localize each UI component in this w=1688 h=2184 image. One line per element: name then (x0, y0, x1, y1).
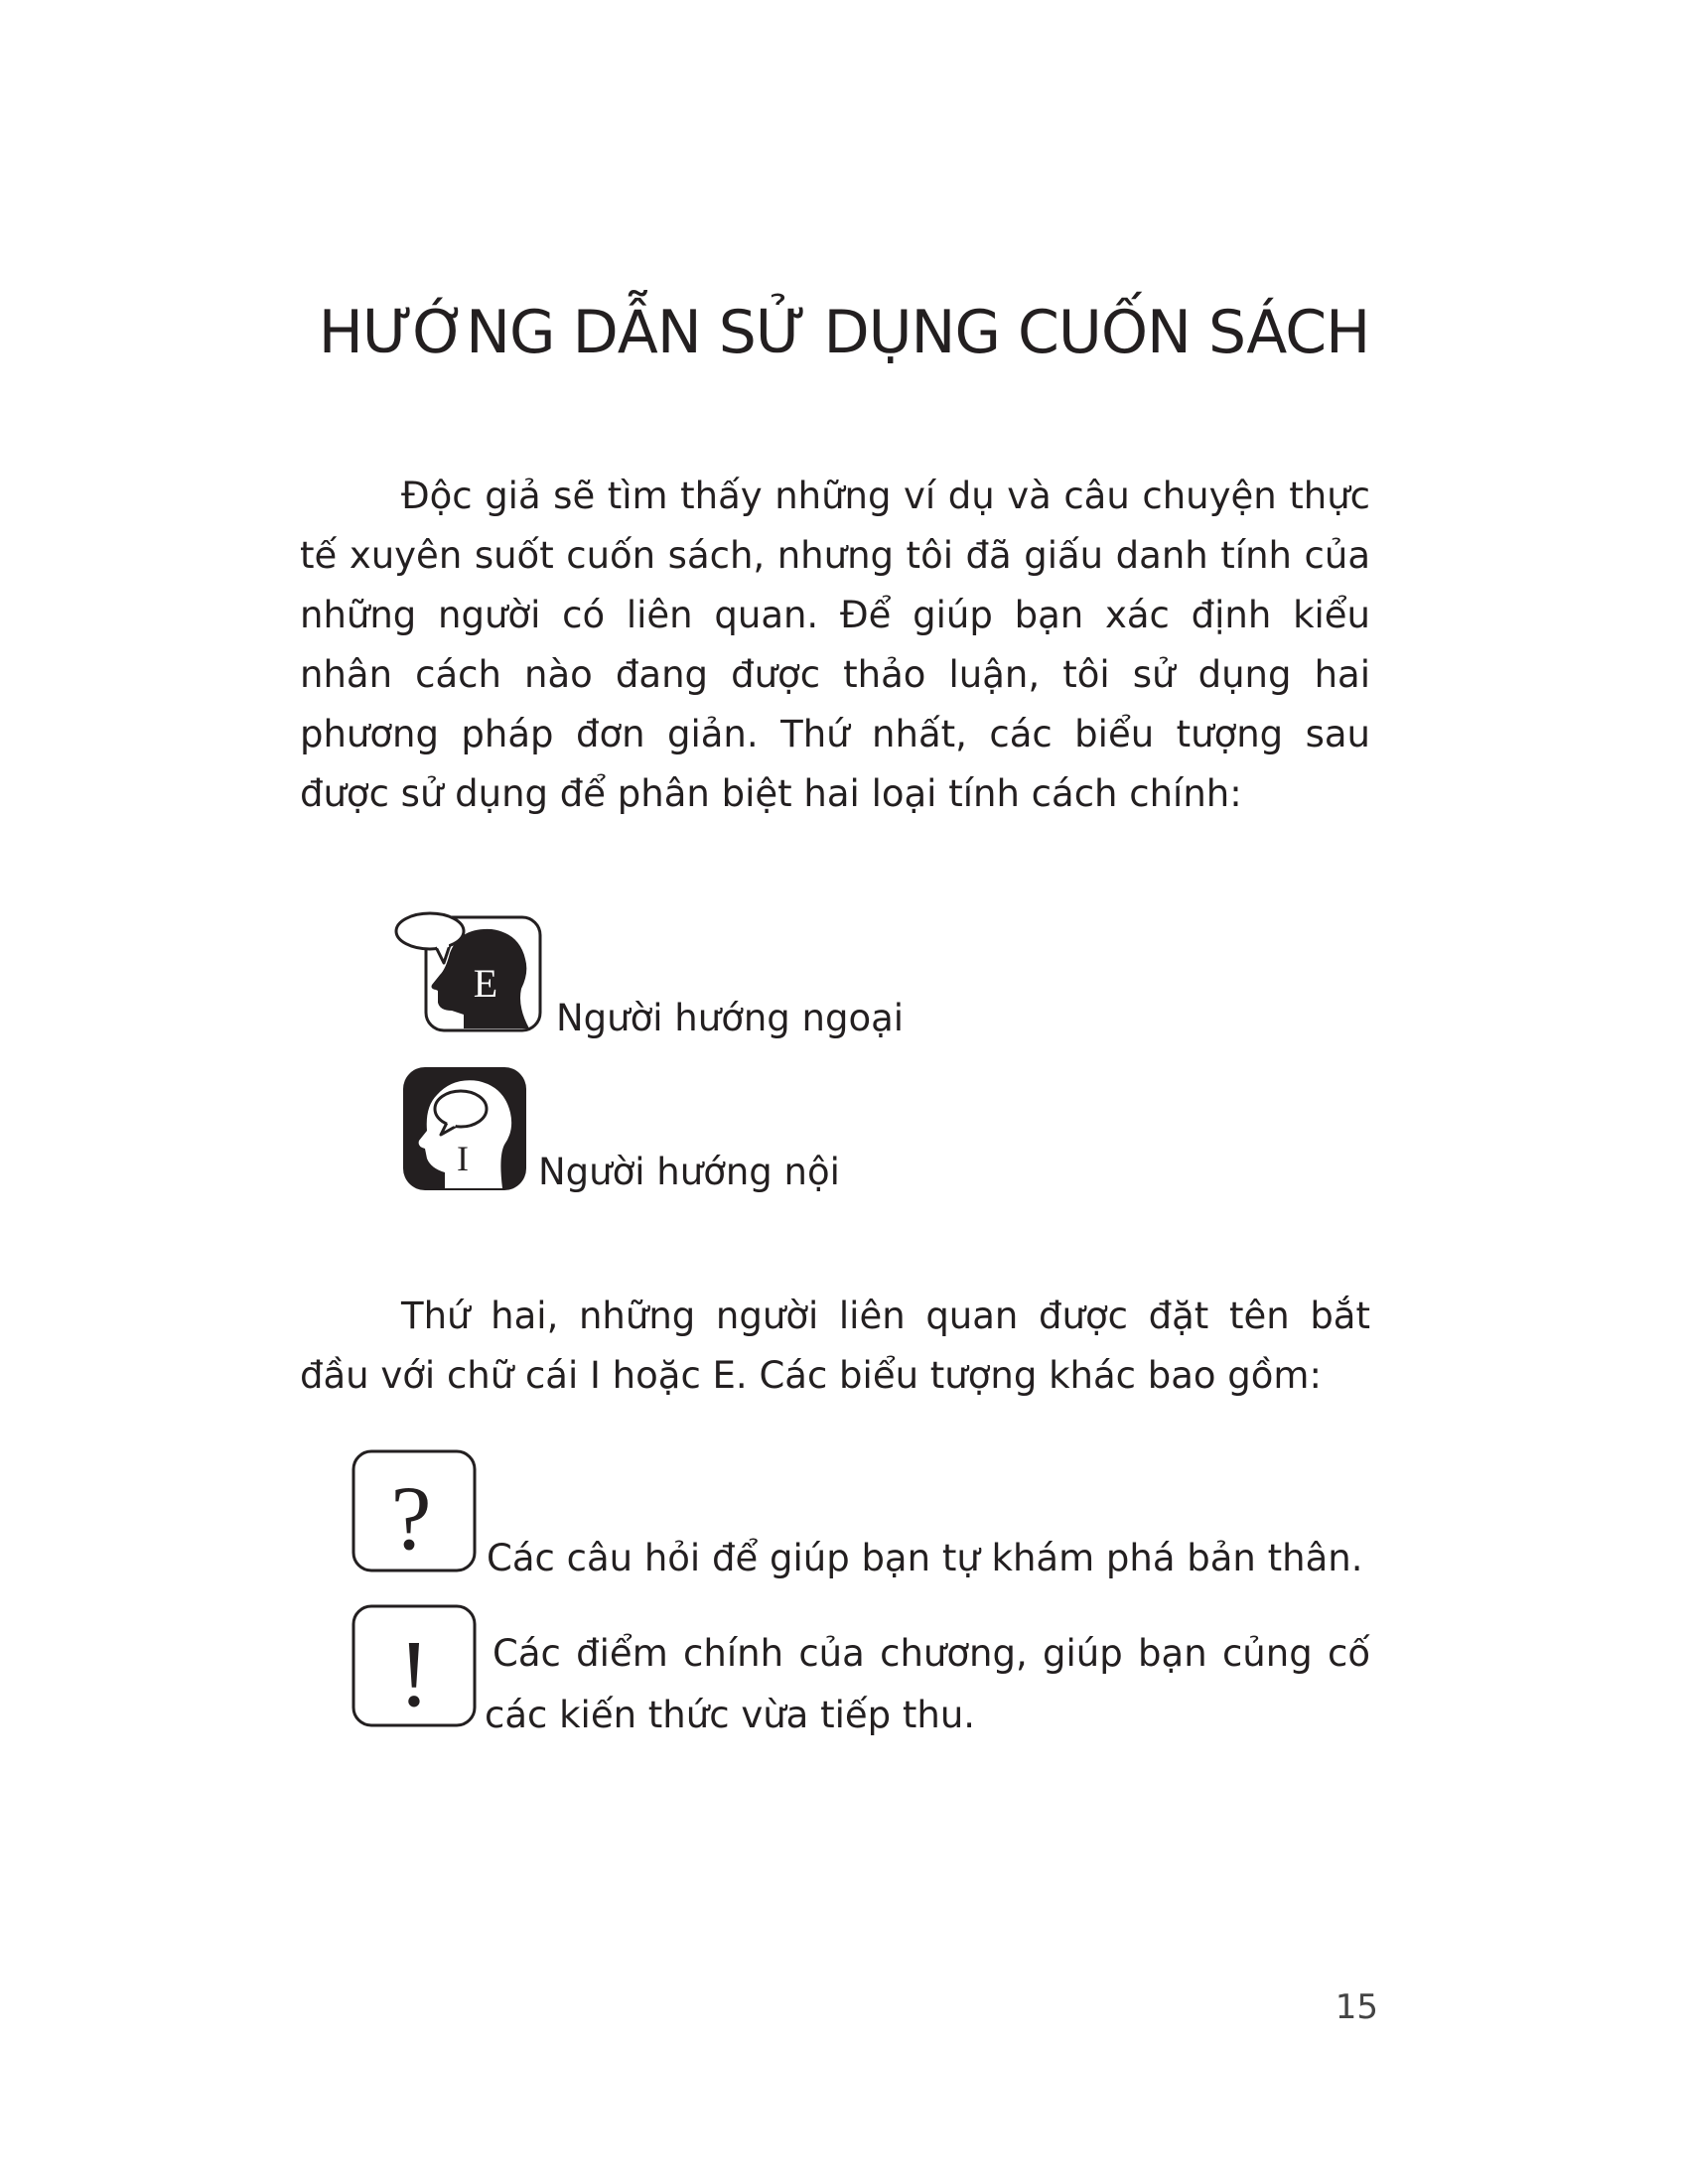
page-title: HƯỚNG DẪN SỬ DỤNG CUỐN SÁCH (318, 298, 1370, 367)
question-glyph: ? (390, 1467, 432, 1569)
extrovert-letter: E (473, 961, 498, 1006)
introvert-label: Người hướng nội (538, 1151, 840, 1193)
second-paragraph-text: Thứ hai, những người liên quan được đặt tên bắt đầu với chữ cái I hoặc E. Các biểu tượng khác bao gồm: (300, 1295, 1370, 1397)
introvert-letter: I (457, 1139, 469, 1178)
key-points-label-line2: các kiến thức vừa tiếp thu. (485, 1694, 976, 1736)
intro-paragraph (300, 467, 1370, 824)
second-paragraph (300, 1287, 1370, 1406)
introvert-head-icon (401, 1065, 528, 1192)
intro-paragraph-text: Độc giả sẽ tìm thấy những ví dụ và câu chuyện thực tế xuyên suốt cuốn sách, nhưng tôi đã giấu danh tính của những người có liên quan. Để giúp bạn xác định kiểu nhân cách nào đang được thảo luận, tôi sử dụng hai phương pháp đơn giản. Thứ nhất, các biểu tượng sau được sử dụng để phân biệt hai loại tính cách chính: (300, 475, 1370, 815)
key-points-label-line1: Các điểm chính của chương, giúp bạn củng cố (492, 1632, 1370, 1675)
extrovert-head-icon (392, 911, 543, 1032)
page-number: 15 (1335, 1987, 1378, 2027)
extrovert-label: Người hướng ngoại (556, 997, 905, 1039)
exclamation-glyph: ! (398, 1620, 430, 1726)
question-mark-icon (352, 1449, 477, 1572)
exclamation-mark-icon (352, 1604, 477, 1727)
question-label: Các câu hỏi để giúp bạn tự khám phá bản thân. (487, 1537, 1363, 1579)
